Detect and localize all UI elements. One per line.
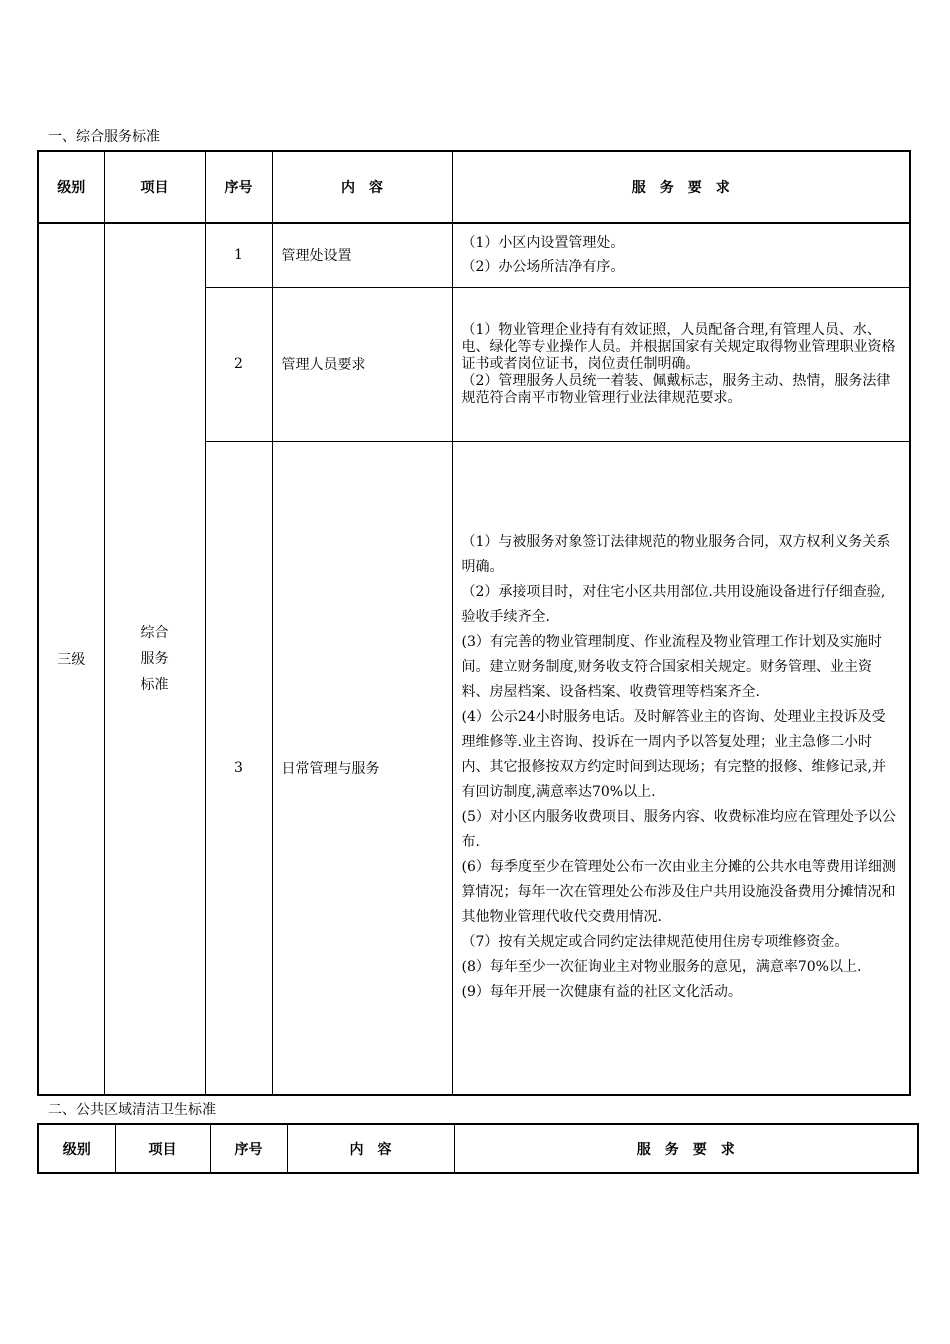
section2-title: 二、公共区域清洁卫生标准: [48, 1102, 216, 1118]
header-content: 内 容: [287, 1124, 454, 1173]
item-cell: 综合 服务 标准: [104, 223, 205, 1095]
header-number: 序号: [205, 151, 272, 223]
header-level: 级别: [38, 151, 104, 223]
comprehensive-service-table: [37, 150, 911, 1096]
row-number: 2: [205, 287, 272, 441]
row-content: 日常管理与服务: [272, 441, 452, 1095]
header-requirements: 服 务 要 求: [454, 1124, 918, 1173]
row-content: 管理处设置: [272, 223, 452, 287]
header-requirements: 服 务 要 求: [452, 151, 910, 223]
table-row: [38, 223, 910, 287]
public-cleaning-table: [37, 1123, 919, 1174]
row-requirements: （1）与被服务对象签订法律规范的物业服务合同，双方权利义务关系明确。 （2）承接项目时，对住宅小区共用部位.共用设施设备进行仔细查验,验收手续齐全. (3）有完善的物业管理制度、作业流程及物业管理工作计划及实施时间。建立财务制度,财务收支符合国家相关规定。财务管理、业主资料、房屋档案、设备档案、收费管理等档案齐全. (4）公示24小时服务电话。及时解答业主的咨询、处理业主投诉及受理维修等.业主咨询、投诉在一周内予以答复处理；业主急修二小时内、其它报修按双方约定时间到达现场；有完整的报修、维修记录,并有回访制度,满意率达70%以上. (5）对小区内服务收费项目、服务内容、收费标准均应在管理处予以公布. (6）每季度至少在管理处公布一次由业主分摊的公共水电等费用详细测算情况；每年一次在管理处公布涉及住户共用设施没备费用分摊情况和其他物业管理代收代交费用情况. （7）按有关规定或合同约定法律规范使用住房专项维修资金。 (8）每年至少一次征询业主对物业服务的意见，满意率70%以上. (9）每年开展一次健康有益的社区文化活动。: [452, 441, 910, 1095]
row-content: 管理人员要求: [272, 287, 452, 441]
header-item: 项目: [104, 151, 205, 223]
row-requirements: （1）物业管理企业持有有效证照，人员配备合理,有管理人员、水、电、绿化等专业操作人员。并根据国家有关规定取得物业管理职业资格证书或者岗位证书，岗位责任制明确。 （2）管理服务人员统一着装、佩戴标志，服务主动、热情，服务法律规范符合南平市物业管理行业法律规范要求。: [452, 287, 910, 441]
header-number: 序号: [210, 1124, 287, 1173]
header-item: 项目: [115, 1124, 210, 1173]
row-number: 3: [205, 441, 272, 1095]
row-requirements: （1）小区内设置管理处。 （2）办公场所洁净有序。: [452, 223, 910, 287]
header-content: 内 容: [272, 151, 452, 223]
level-cell: 三级: [38, 223, 104, 1095]
section1-title: 一、综合服务标准: [48, 129, 160, 145]
table-header-row: [38, 151, 910, 223]
row-number: 1: [205, 223, 272, 287]
header-level: 级别: [38, 1124, 115, 1173]
table-header-row: [38, 1124, 918, 1173]
